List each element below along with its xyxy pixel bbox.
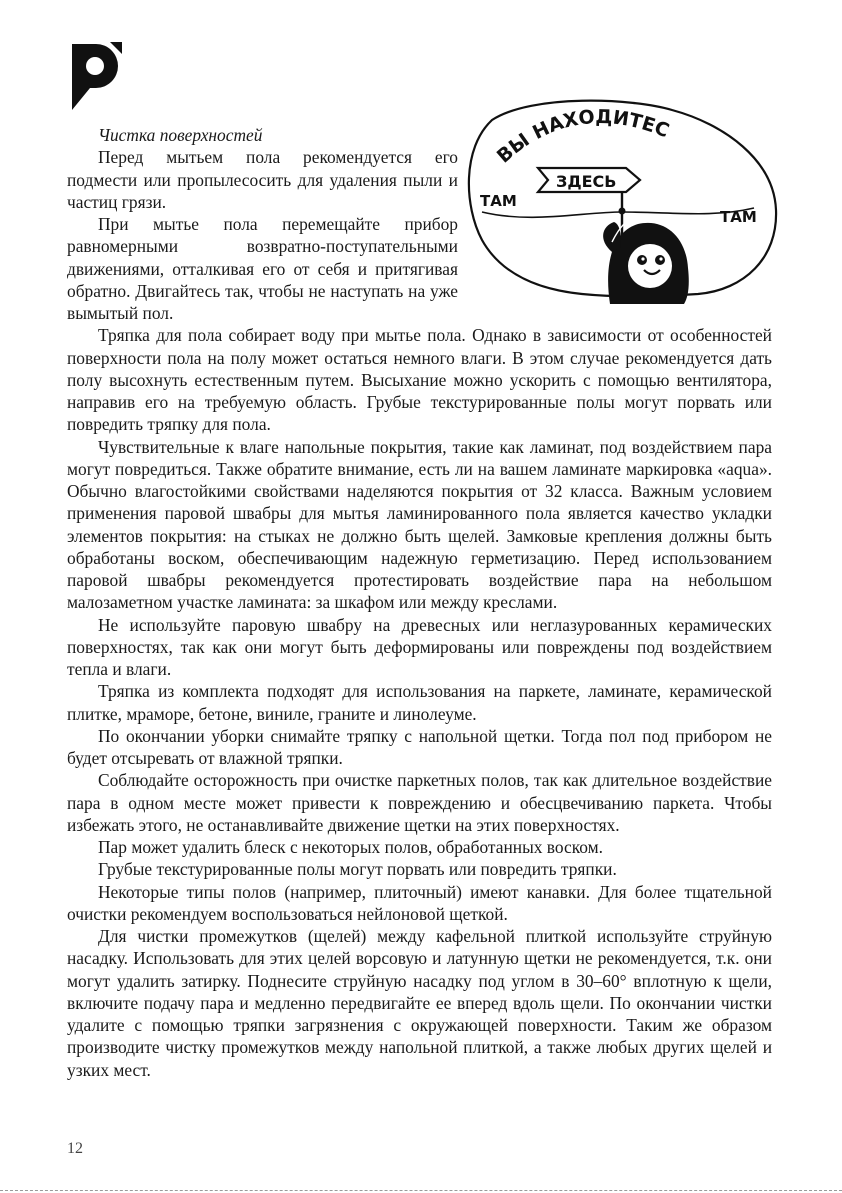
sign-text: ЗДЕСЬ — [556, 172, 617, 191]
paragraph: Грубые текстурированные полы могут порвать или повредить тряпки. — [98, 859, 617, 880]
paragraph: При мытье пола перемещайте прибор равномерными возвратно-поступательными движениями, отталкивая его от себя и притягивая обратно. Двигайтесь так, чтобы не наступать на уже вымытый пол. — [67, 214, 458, 323]
paragraph: Тряпка из комплекта подходят для использования на паркете, ламинате, керамической плитке, мраморе, бетоне, виниле, граните и линолеуме. — [67, 681, 772, 724]
paragraph: Некоторые типы полов (например, плиточный) имеют канавки. Для более тщательной очистки рекомендуем воспользоваться нейлоновой щеткой. — [67, 881, 772, 924]
paragraph: Тряпка для пола собирает воду при мытье пола. Однако в зависимости от особенностей поверхности пола на полу может остаться немного влаги. В этом случае рекомендуется дать полу высохнуть естественным путем. Высыхание можно ускорить с помощью вентилятора, направив его на требуемую область. Грубые текстурированные полы могут порвать или повредить тряпку для пола. — [67, 325, 772, 435]
main-text — [67, 124, 772, 1081]
paragraph: Пар может удалить блеск с некоторых полов, обработанных воском. — [98, 837, 604, 857]
paragraph: По окончании уборки снимайте тряпку с напольной щетки. Тогда пол под прибором не будет отсыревать от влажной тряпки. — [67, 725, 772, 768]
bottom-divider — [0, 1190, 842, 1191]
banner-text: ВЫ НАХОДИТЕСЬ — [454, 83, 673, 168]
page-number: 12 — [67, 1140, 83, 1157]
paragraph: Чувствительные к влаге напольные покрытия, такие как ламинат, под воздействием пара могут повредиться. Также обратите внимание, есть ли на вашем ламинате маркировка «aqua». Обычно влагостойкими свойствами наделяются покрытия от 32 класса. Важным условием применения паровой швабры для мытья ламинированного пола является качество укладки элементов покрытия: на стыках не должно быть щелей. Замковые крепления должны быть обработаны воском, обеспечивающим надежную герметизацию. Перед использованием паровой швабры рекомендуется протестировать воздействие пара на небольшом малозаметном участке ламината: за шкафом или между креслами. — [67, 436, 772, 613]
right-label: ТАМ — [720, 208, 757, 226]
paragraph: Для чистки промежутков (щелей) между кафельной плиткой используйте струйную насадку. Использовать для этих целей ворсовую и латунную щетки не рекомендуется, т.к. они могут удалить затирку. Поднесите струйную насадку под углом в 30–60° вплотную к щели, включите подачу пара и медленно передвигайте ее вперед вдоль щели. По окончании чистки удалите с помощью тряпки загрязнения с окружающей поверхности. Таким же образом производите чистку промежутков между напольной плиткой, а также любых других щелей и узких мест. — [67, 926, 772, 1080]
paragraph: Перед мытьем пола рекомендуется его подмести или пропылесосить для удаления пыли и частиц грязи. — [67, 147, 458, 212]
section-heading: Чистка поверхностей — [98, 125, 263, 145]
paragraph: Соблюдайте осторожность при очистке паркетных полов, так как длительное воздействие пара в одном месте может привести к повреждению и обесцвечиванию паркета. Чтобы избежать этого, не останавливайте движение щетки на этих поверхностях. — [67, 770, 772, 835]
publisher-logo-icon — [66, 38, 128, 114]
left-label: ТАМ — [480, 192, 517, 210]
paragraph: Не используйте паровую швабру на древесных или неглазурованных керамических поверхностях, так как они могут быть деформированы или повреждены под воздействием тепла и влаги. — [67, 614, 772, 679]
